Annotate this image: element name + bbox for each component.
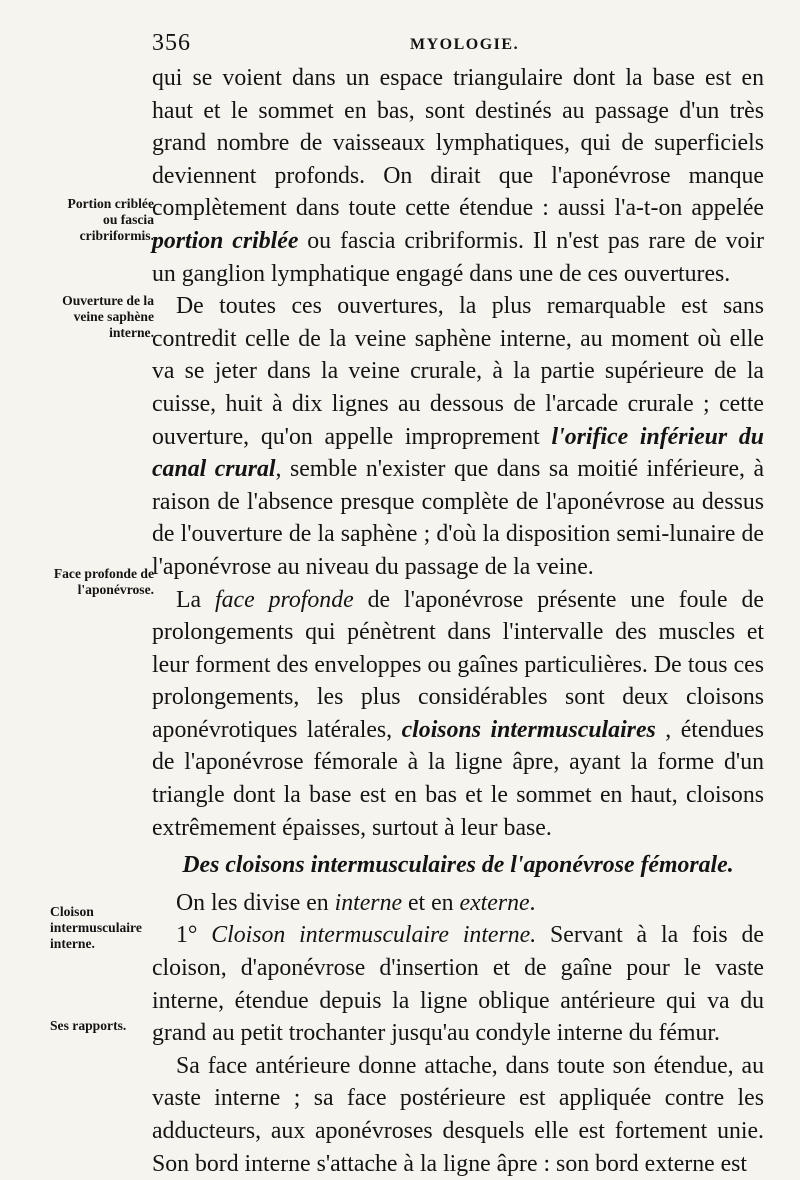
body-text	[152, 62, 764, 1180]
term-portion-criblee: portion criblée	[152, 227, 299, 254]
term-cloisons-intermusculaires: cloisons intermusculaires	[401, 716, 656, 743]
margin-note-face-profonde: Face profonde de l'aponévrose.	[53, 566, 154, 597]
page-header	[0, 28, 800, 58]
page-number: 356	[152, 30, 191, 56]
term-interne: interne	[334, 889, 403, 916]
paragraph-cloison-interne: 1° Cloison intermusculaire interne. Servant à la fois de cloison, d'aponévrose d'insertion et de gaîne pour le vaste interne, étendue depuis la ligne oblique antérieure qui va du grand au petit trochanter jusqu'au condyle interne du fémur.	[152, 922, 764, 1047]
term-externe: externe	[459, 889, 530, 916]
term-orifice-inferieur: l'orifice inférieur du canal crural	[152, 423, 765, 483]
margin-note-cloison-interne: Cloison intermusculaire interne.	[50, 904, 142, 951]
paragraph-division: On les divise en interne et en externe.	[176, 889, 536, 916]
paragraph-portion-criblee: qui se voient dans un espace triangulaire dont la base est en haut et le sommet en bas, sont destinés au passage d'un très grand nombre de vaisseaux lymphatiques, qui de superficiels deviennent profonds. On dirait que l'aponévrose manque complètement dans toute cette étendue : aussi l'a-t-on appelée portion criblée ou fascia cribriformis. Il n'est pas rare de voir un ganglion lymphatique engagé dans une de ces ouvertures.	[152, 65, 764, 287]
margin-note-portion-criblee: Portion criblée ou fascia cribriformis.	[67, 196, 154, 243]
section-heading: Des cloisons intermusculaires de l'aponévrose fémorale.	[182, 852, 734, 879]
margin-note-ouverture-saphene: Ouverture de la veine saphène interne.	[62, 293, 154, 340]
term-face-profonde: face profonde	[215, 586, 354, 613]
margin-note-ses-rapports: Ses rapports.	[50, 1018, 127, 1033]
paragraph-ouverture-saphene: De toutes ces ouvertures, la plus remarquable est sans contredit celle de la veine saphène interne, au moment où elle va se jeter dans la veine crurale, à la partie supérieure de la cuisse, huit à dix lignes au dessous de l'arcade crurale ; cette ouverture, qu'on appelle improprement l'orifice inférieur du canal crural, semble n'exister que dans sa moitié inférieure, à raison de l'absence presque complète de l'aponévrose au dessus de l'ouverture de la saphène ; d'où la disposition semi-lunaire de l'aponévrose au niveau du passage de la veine.	[152, 293, 765, 580]
running-title: MYOLOGIE.	[410, 36, 520, 53]
term-cloison-interne: Cloison intermusculaire interne.	[211, 922, 537, 949]
paragraph-rapports: Sa face antérieure donne attache, dans toute son étendue, au vaste interne ; sa face postérieure est appliquée contre les adducteurs, aux aponévroses desquels elle est fortement unie. Son bord interne s'attache à la ligne âpre : son bord externe est	[152, 1052, 764, 1177]
paragraph-face-profonde: La face profonde de l'aponévrose présente une foule de prolongements qui pénètrent dans l'intervalle des muscles et leur forment des enveloppes ou gaînes particulières. De tous ces prolongements, les plus considérables sont deux cloisons aponévrotiques latérales, cloisons intermusculaires , étendues de l'aponévrose fémorale à la ligne âpre, ayant la forme d'un triangle dont la base est en bas et le sommet en haut, cloisons extrêmement épaisses, surtout à leur base.	[152, 586, 764, 841]
